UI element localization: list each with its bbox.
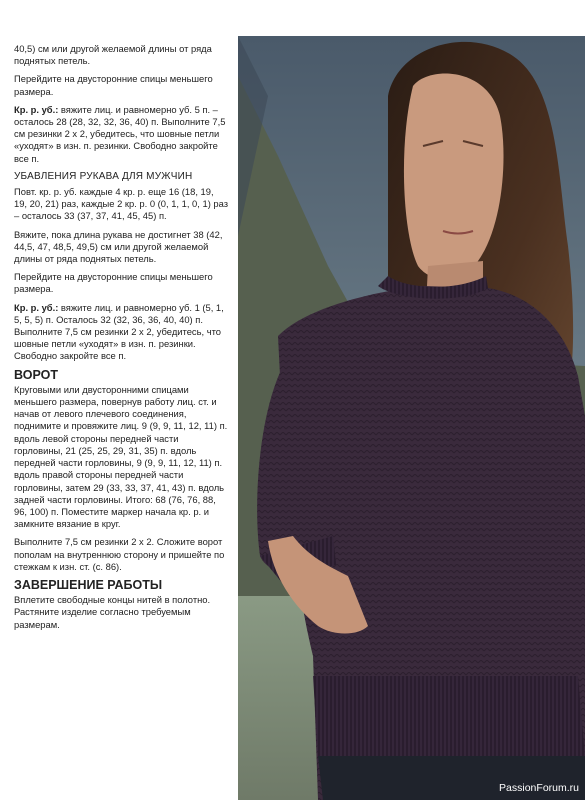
paragraph: 40,5) см или другой желаемой длины от ряда поднятых петель. — [14, 43, 212, 67]
section-heading-finishing: ЗАВЕРШЕНИЕ РАБОТЫ — [14, 577, 163, 592]
paragraph: Перейдите на двусторонние спицы меньшего размера. — [14, 73, 213, 97]
paragraph — [14, 104, 229, 165]
paragraph-text: вяжите лиц. и равномерно уб. 5 п. – осталось 28 (28, 32, 32, 36, 40) п. Выполните 7,5 см резинки 2 х 2, убедитесь, что шовные петли «уходят» в изн. п. резинки. Свободно закройте все п. — [14, 103, 226, 164]
round-label: Кр. р. уб.: — [14, 301, 59, 313]
model-photo — [238, 36, 585, 800]
instructions-column — [14, 43, 229, 637]
paragraph: Вяжите, пока длина рукава не достигнет 38 (42, 44,5, 47, 48,5, 49,5) см или другой желаемой длины от ряда поднятых петель. — [14, 228, 223, 265]
round-label: Кр. р. уб.: — [14, 103, 59, 115]
paragraph: Перейдите на двусторонние спицы меньшего размера. — [14, 271, 213, 295]
photo-illustration — [238, 36, 585, 800]
section-heading-sleeve-men: УБАВЛЕНИЯ РУКАВА ДЛЯ МУЖЧИН — [14, 170, 193, 182]
watermark-text: PassionForum.ru — [499, 782, 579, 794]
paragraph-text: вяжите лиц. и равномерно уб. 1 (5, 1, 5, 5, 5) п. Осталось 32 (32, 36, 36, 40, 40) п. Выполните 7,5 см резинки 2 х 2, убедитесь, что шовные петли «уходят» в изн. п. резинки. Свободно закройте все п. — [14, 301, 224, 362]
section-heading-collar: ВОРОТ — [14, 367, 58, 382]
paragraph: Вплетите свободные концы нитей в полотно. Растяните изделие согласно требуемым размерам. — [14, 594, 211, 630]
paragraph: Выполните 7,5 см резинки 2 х 2. Сложите ворот пополам на внутреннюю сторону и пришейте по стежкам к изн. ст. (с. 86). — [14, 536, 225, 572]
paragraph: Повт. кр. р. уб. каждые 4 кр. р. еще 16 (18, 19, 19, 20, 21) раз, каждые 2 кр. р. 0 (0, 1, 1, 0, 1) раз – осталось 33 (37, 37, 41, 45, 45) п. — [14, 186, 229, 222]
paragraph: Круговыми или двусторонними спицами меньшего размера, повернув работу лиц. ст. и начав от левого плечевого соединения, поднимите и провяжите лиц. 9 (9, 9, 11, 12, 11) п. вдоль левой стороны передней части горловины, 21 (25, 25, 29, 31, 35) п. вдоль передней части горловины, 9 (9, 9, 11, 12, 11) п. вдоль правой стороны передней части горловины, затем 29 (33, 33, 37, 41, 43) п. вдоль задней части горловины. Итого: 68 (76, 76, 88, 96, 100) п. Поместите маркер начала кр. р. и замкните вязание в круг. — [14, 383, 228, 530]
paragraph — [14, 302, 229, 363]
